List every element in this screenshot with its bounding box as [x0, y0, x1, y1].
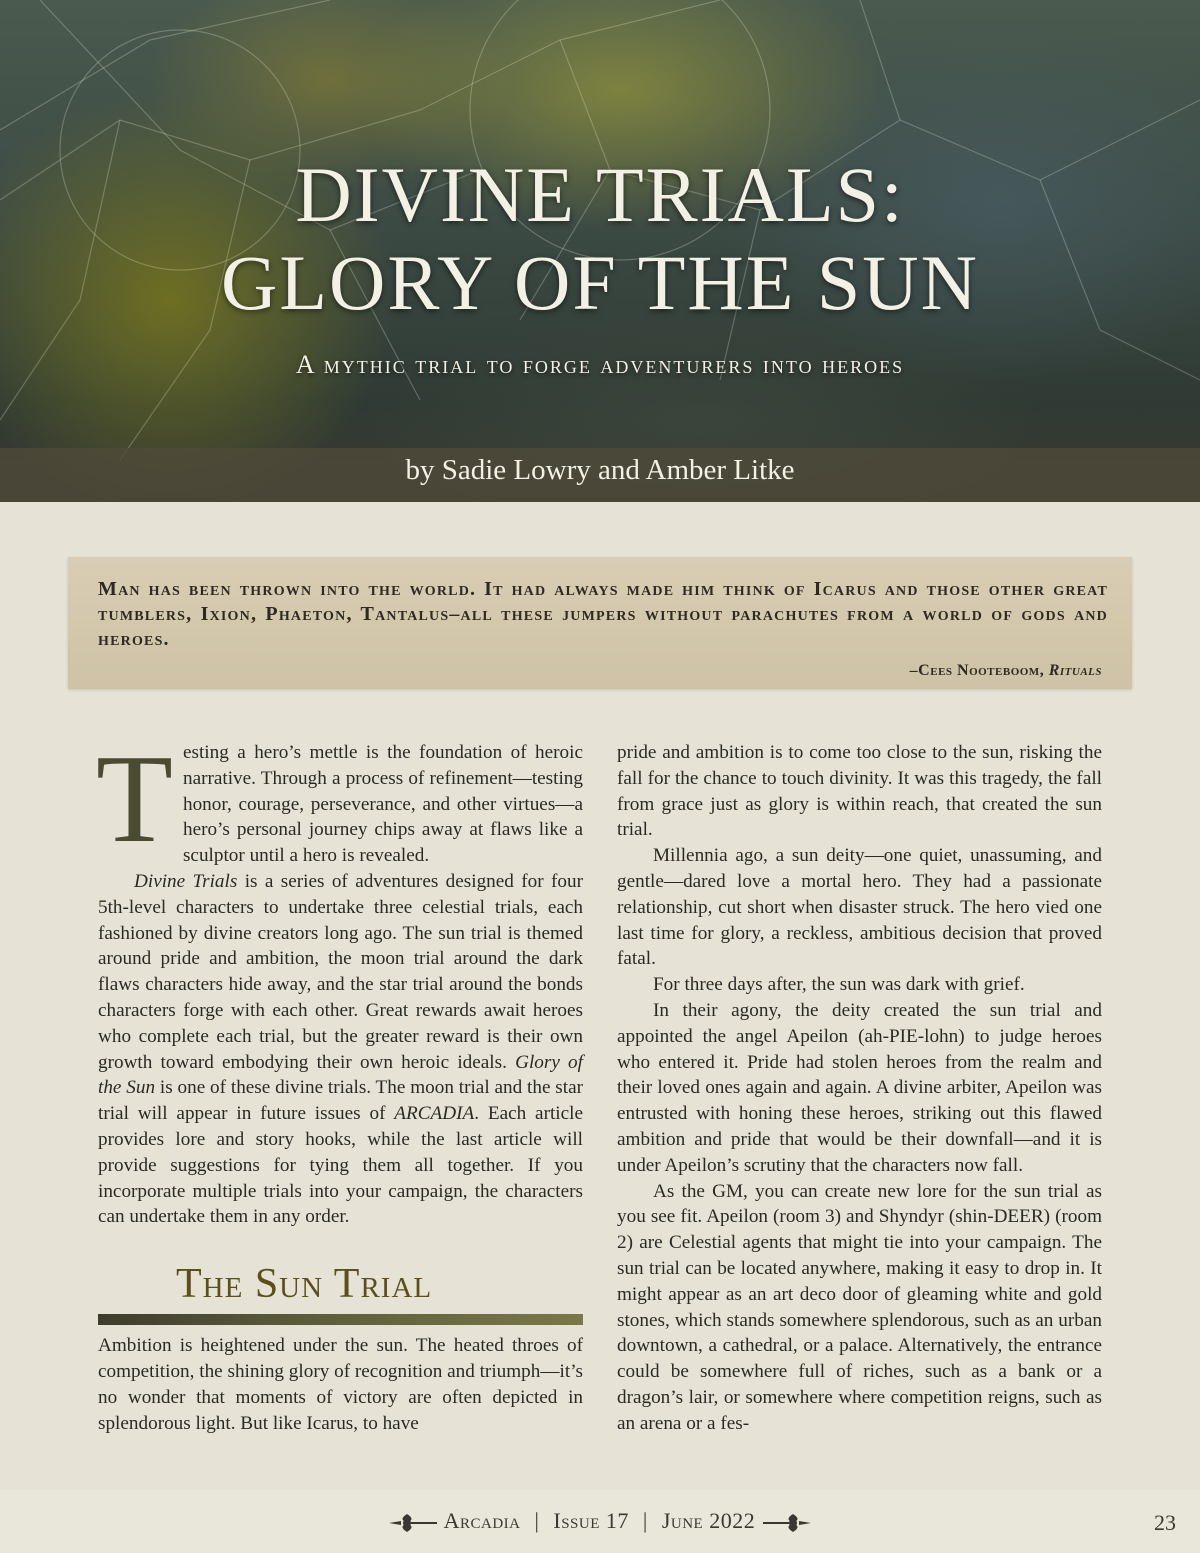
italic-title-divine-trials: Divine Trials: [134, 870, 238, 892]
byline: by Sadie Lowry and Amber Litke: [405, 454, 795, 486]
italic-title-glory-of-the-sun: Glory of the Sun: [98, 1051, 583, 1099]
paragraph-divine-trials: [98, 869, 583, 1230]
fleuron-right-icon: [761, 1512, 813, 1534]
header-banner: [0, 0, 1200, 502]
epigraph-author: –Cees Nooteboom,: [909, 662, 1049, 679]
epigraph-box: [68, 557, 1132, 689]
intro-paragraph: [96, 730, 583, 869]
footer-issue: Issue 17: [553, 1508, 629, 1533]
article-title-line-2: GLORY OF THE SUN: [221, 239, 979, 326]
epigraph-work: Rituals: [1048, 662, 1102, 679]
body-column-right: [617, 740, 1102, 1437]
intro-text: esting a hero’s mettle is the foundation of heroic narrative. Through a process of refinement—testing honor, courage, perseverance, and other virtues—a hero’s personal journey chips away at flaws like a sculptor until a hero is revealed.: [182, 742, 583, 867]
epigraph-attribution: [910, 662, 1102, 680]
paragraph-text: . Each article provides lore and story hooks, while the last article will provide suggestions for tying them all together. If you incorporate multiple trials into your campaign, the characters can undertake them in any order.: [98, 1103, 583, 1228]
paragraph-continued: pride and ambition is to come too close to the sun, risking the fall for the chance to touch divinity. It was this tragedy, the fall from grace just as glory is within reach, that created the sun trial.: [617, 742, 1102, 841]
paragraph-text: is a series of adventures designed for four 5th-level characters to undertake three celestial trials, each fashioned by divine creators long ago. The sun trial is themed around pride and ambition, the moon trial around the dark flaws characters hide away, and the star trial around the bonds characters forge with each other. Great rewards await heroes who complete each trial, but the greater reward is their own growth toward embodying their own heroic ideals.: [98, 870, 583, 1073]
footer-separator: |: [534, 1508, 540, 1533]
paragraph-three-days: For three days after, the sun was dark with grief.: [653, 974, 1025, 996]
paragraph-millennia: Millennia ago, a sun deity—one quiet, unassuming, and gentle—dared love a mortal hero. They had a passionate relationship, cut short when disaster struck. The hero vied one last time for glory, a reckless, ambitious decision that proved fatal.: [617, 845, 1102, 970]
article-title-line-1: DIVINE TRIALS:: [295, 151, 905, 238]
body-column-left: [96, 730, 583, 1436]
footer-publication: Arcadia: [443, 1508, 521, 1533]
section-heading-sun-trial: The Sun Trial: [176, 1261, 433, 1308]
footer-separator: |: [642, 1508, 648, 1533]
article-subtitle: A mythic trial to forge adventurers into heroes: [295, 350, 905, 379]
fleuron-left-icon: [387, 1512, 439, 1534]
paragraph-agony: In their agony, the deity created the sun trial and appointed the angel Apeilon (ah-PIE-lohn) to judge heroes who entered it. Pride had stolen heroes from the realm and their loved ones again and again. A divine arbiter, Apeilon was entrusted with honing these heroes, striking out this flawed ambition and pride that would be their downfall—and it is under Apeilon’s scrutiny that the characters now fall.: [617, 999, 1102, 1176]
epigraph-quote: Man has been thrown into the world. It had always made him think of Icarus and those other great tumblers, Ixion, Phaeton, Tantalus–all these jumpers without parachutes from a world of gods and heroes.: [98, 578, 1108, 650]
paragraph-text: is one of these divine trials. The moon trial and the star trial will appear in future issues of: [98, 1077, 583, 1125]
page-number: 23: [1154, 1510, 1176, 1535]
italic-magazine-name: ARCADIA: [394, 1103, 475, 1125]
footer-running-info: [0, 1508, 1200, 1534]
paragraph-gm-lore: As the GM, you can create new lore for the sun trial as you see fit. Apeilon (room 3) and Shyndyr (shin-DEER) (room 2) are Celestial agents that might tie into your campaign. The sun trial can be located anywhere, making it easy to drop in. It might appear as an art deco door of gleaming white and gold stones, which stands somewhere splendorous, such as an urban downtown, a cathedral, or a palace. Alternatively, the entrance could be somewhere full of riches, such as a bank or a dragon’s lair, or somewhere where competition reigns, such as an arena or a fes-: [617, 1180, 1102, 1434]
footer-date: June 2022: [661, 1508, 756, 1533]
paragraph-ambition: Ambition is heightened under the sun. The heated throes of competition, the shining glory of recognition and triumph—it’s no wonder that moments of victory are often depicted in splendorous light. But like Icarus, to have: [98, 1335, 583, 1434]
section-rule: [98, 1314, 583, 1325]
drop-cap: T: [96, 730, 173, 869]
